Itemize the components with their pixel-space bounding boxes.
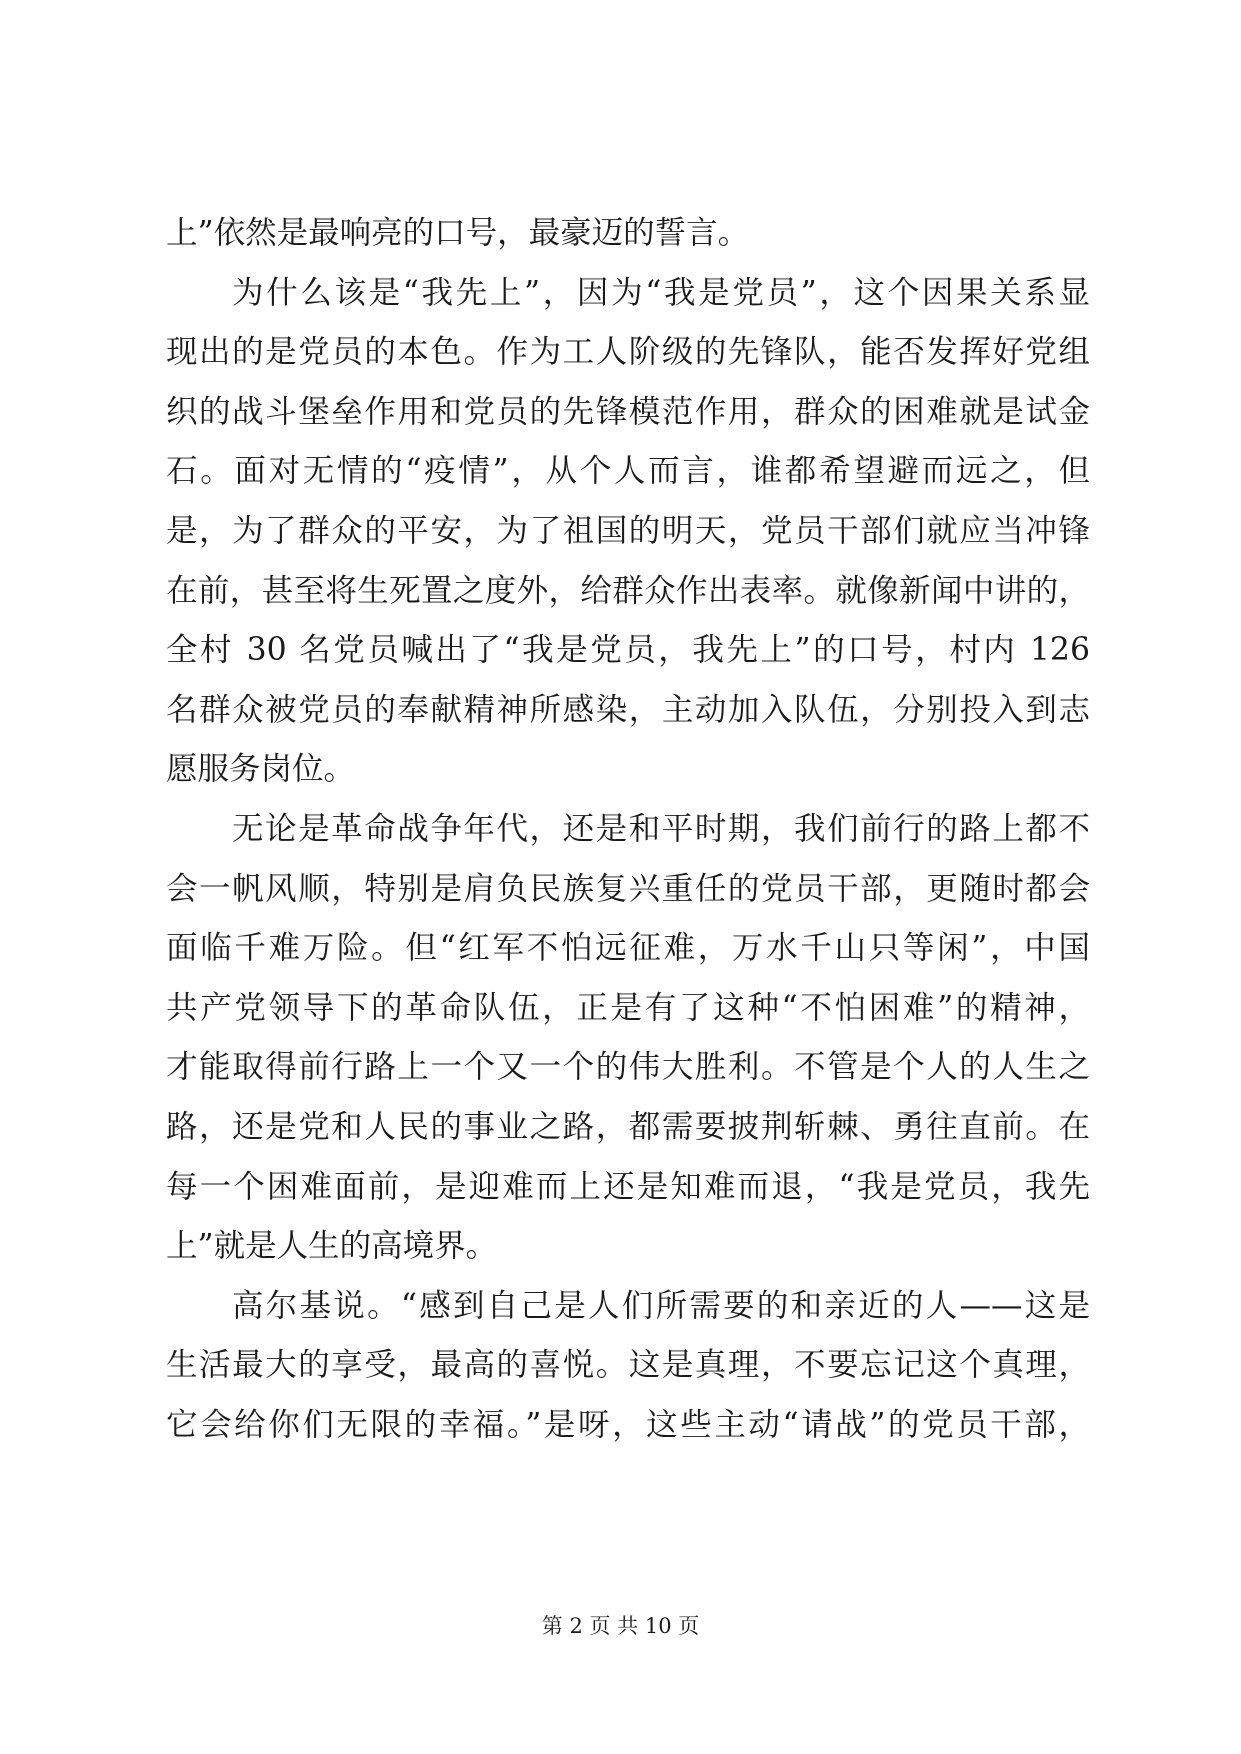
text-line: 现出的是党员的本色。作为工人阶级的先锋队，能否发挥好党组	[166, 334, 1090, 371]
text-line: 在前，甚至将生死置之度外，给群众作出表率。就像新闻中讲的，	[166, 572, 1090, 609]
text-line: 它会给你们无限的幸福。”是呀，这些主动“请战”的党员干部，	[166, 1406, 1090, 1443]
text-line: 路，还是党和人民的事业之路，都需要披荆斩棘、勇往直前。在	[166, 1108, 1090, 1145]
page-footer: 第 2 页 共 10 页	[541, 1614, 700, 1638]
text-line: 上”就是人生的高境界。	[166, 1228, 498, 1265]
text-line: 才能取得前行路上一个又一个的伟大胜利。不管是个人的人生之	[166, 1049, 1090, 1086]
body-text	[166, 204, 1090, 1455]
text-line: 会一帆风顺，特别是肩负民族复兴重任的党员干部，更随时都会	[166, 870, 1090, 907]
text-line: 名群众被党员的奉献精神所感染，主动加入队伍，分别投入到志	[166, 691, 1090, 728]
text-line: 上”依然是最响亮的口号，最豪迈的誓言。	[166, 215, 750, 251]
text-line: 生活最大的享受，最高的喜悦。这是真理，不要忘记这个真理，	[166, 1347, 1090, 1384]
text-line: 是，为了群众的平安，为了祖国的明天，党员干部们就应当冲锋	[166, 512, 1090, 549]
text-line: 共产党领导下的革命队伍，正是有了这种“不怕困难”的精神，	[166, 989, 1090, 1026]
text-line: 全村 30 名党员喊出了“我是党员，我先上”的口号，村内 126	[166, 632, 1090, 669]
text-line: 高尔基说。“感到自己是人们所需要的和亲近的人——这是	[232, 1287, 1090, 1324]
text-line: 每一个困难面前，是迎难而上还是知难而退，“我是党员，我先	[166, 1168, 1090, 1205]
text-line: 织的战斗堡垒作用和党员的先锋模范作用，群众的困难就是试金	[166, 393, 1090, 430]
text-line: 愿服务岗位。	[166, 751, 356, 788]
text-line: 为什么该是“我先上”，因为“我是党员”，这个因果关系显	[232, 274, 1090, 311]
text-line: 面临千难万险。但“红军不怕远征难，万水千山只等闲”，中国	[166, 930, 1090, 967]
text-line: 石。面对无情的“疫情”，从个人而言，谁都希望避而远之，但	[166, 453, 1090, 490]
text-line: 无论是革命战争年代，还是和平时期，我们前行的路上都不	[232, 810, 1090, 847]
